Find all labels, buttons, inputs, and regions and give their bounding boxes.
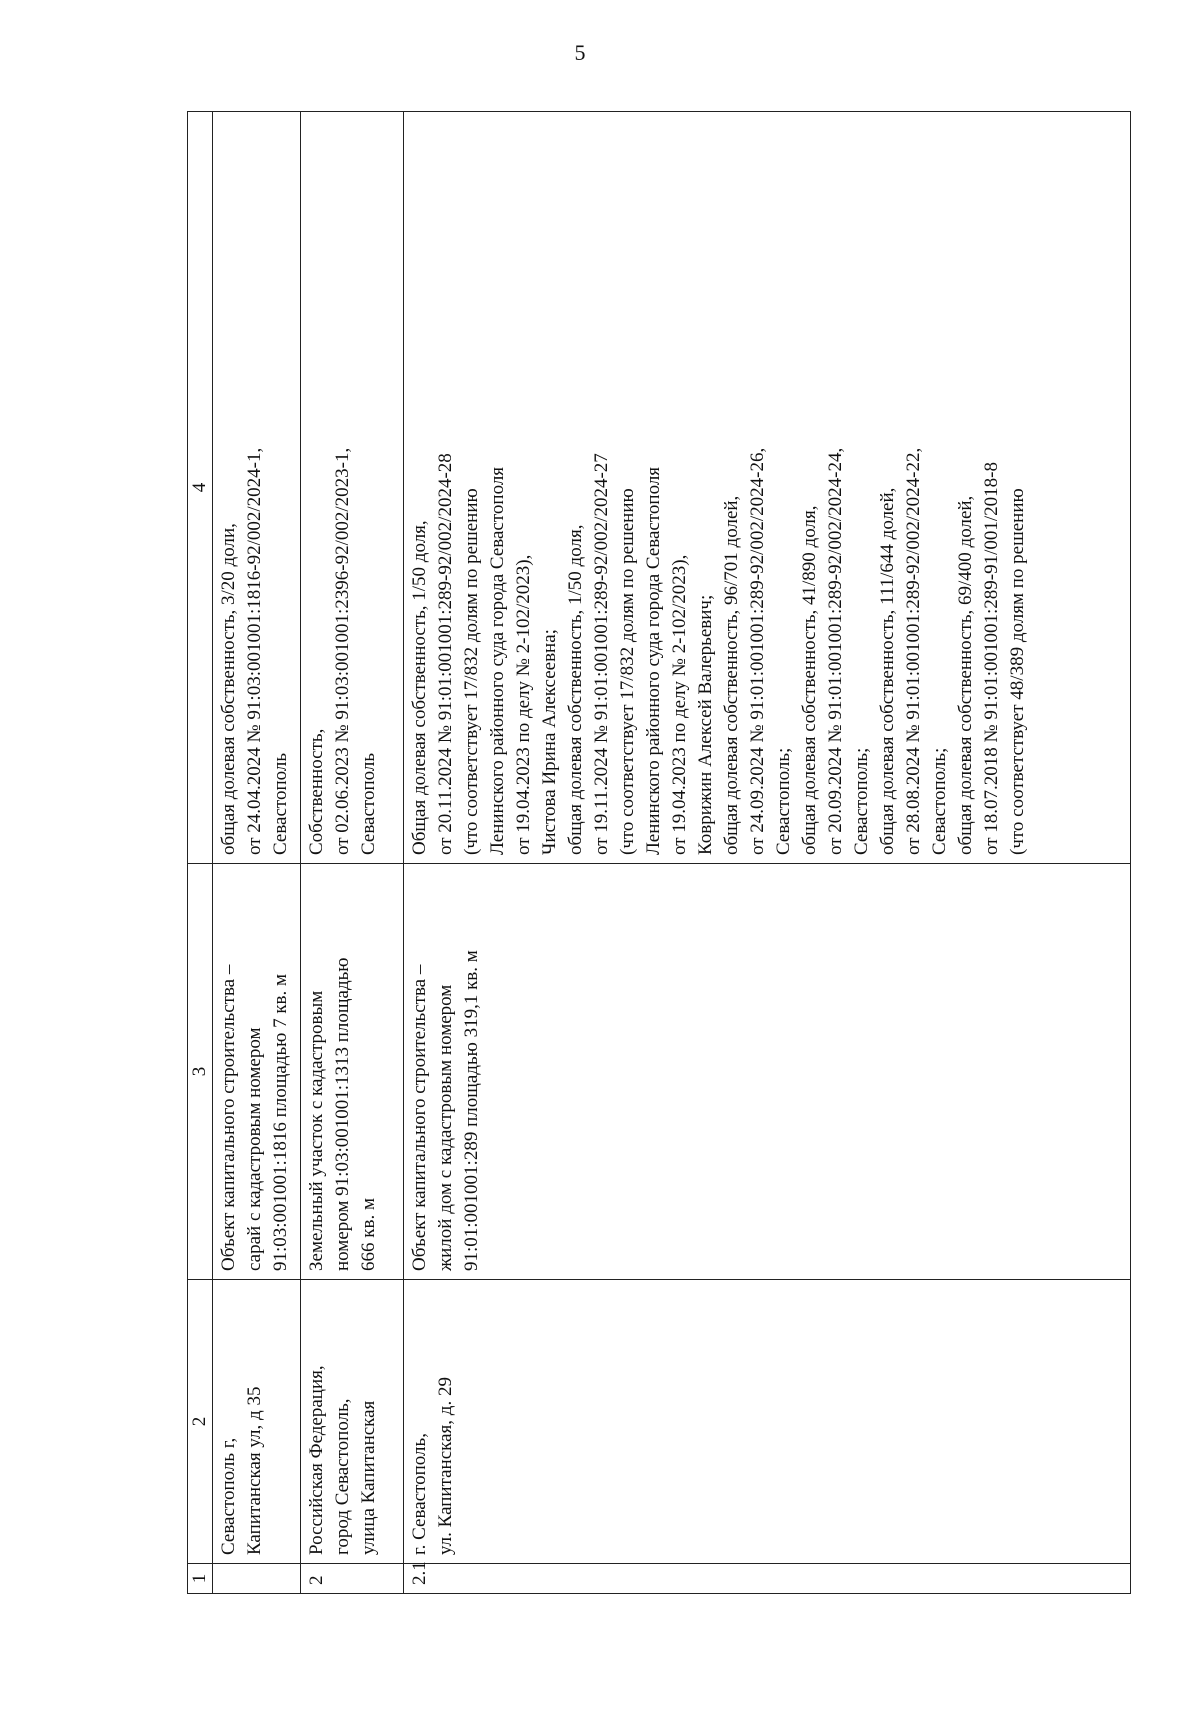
cell-address bbox=[404, 1280, 1131, 1564]
cell-text-line: от 19.04.2023 по делу № 2-102/2023), bbox=[513, 554, 534, 855]
cell-text-line: Севастополь; bbox=[851, 747, 872, 855]
cell-text-line: Севастополь; bbox=[773, 747, 794, 855]
header-row bbox=[188, 112, 213, 1594]
cell-object bbox=[213, 864, 301, 1280]
cell-text-line: Капитанская ул, д 35 bbox=[244, 1386, 265, 1555]
cell-number: 2 bbox=[301, 1564, 404, 1594]
cell-text-line: Чистова Ирина Алексеевна; bbox=[539, 629, 560, 855]
cell-object bbox=[301, 864, 404, 1280]
cell-address bbox=[301, 1280, 404, 1564]
cell-text-line: от 28.08.2024 № 91:01:001001:289-92/002/2024-22, bbox=[903, 447, 924, 855]
cell-text-line: от 19.11.2024 № 91:01:001001:289-92/002/2024-27 bbox=[591, 453, 612, 855]
cell-text-line: Ленинского районного суда города Севастополя bbox=[643, 466, 664, 855]
cell-text-line: 91:03:001001:1816 площадью 7 кв. м bbox=[270, 973, 291, 1271]
header-col-2: 2 bbox=[188, 1280, 213, 1564]
cell-text-line: от 24.04.2024 № 91:03:001001:1816-92/002/2024-1, bbox=[244, 447, 265, 855]
cell-text-line: Севастополь; bbox=[929, 747, 950, 855]
cell-rights bbox=[213, 112, 301, 864]
cell-text-line: Коврижин Алексей Валерьевич; bbox=[695, 594, 716, 855]
cell-text-line: Севастополь bbox=[270, 752, 291, 855]
cell-number bbox=[213, 1564, 301, 1594]
cell-text-line: (что соответствует 17/832 долям по решению bbox=[617, 488, 638, 855]
cell-text-line: от 20.09.2024 № 91:01:001001:289-92/002/2024-24, bbox=[825, 447, 846, 855]
cell-rights bbox=[301, 112, 404, 864]
cell-text-line: общая долевая собственность, 41/890 доля, bbox=[799, 505, 820, 855]
header-col-3: 3 bbox=[188, 864, 213, 1280]
cell-text-line: ул. Капитанская, д. 29 bbox=[435, 1377, 456, 1555]
cell-object bbox=[404, 864, 1131, 1280]
cell-text-line: Севастополь г, bbox=[218, 1437, 239, 1555]
table-row bbox=[404, 112, 1131, 1594]
cell-text-line: Общая долевая собственность, 1/50 доля, bbox=[409, 520, 430, 855]
cell-text-line: сарай с кадастровым номером bbox=[244, 1027, 265, 1271]
cell-text-line: от 20.11.2024 № 91:01:001001:289-92/002/2024-28 bbox=[435, 453, 456, 855]
cell-text-line: г. Севастополь, bbox=[409, 1433, 430, 1555]
cell-text-line: от 02.06.2023 № 91:03:001001:2396-92/002/2023-1, bbox=[332, 447, 353, 855]
cell-text-line: Земельный участок с кадастровым bbox=[306, 990, 327, 1271]
cell-text-line: город Севастополь, bbox=[332, 1398, 353, 1555]
cell-text-line: Собственность, bbox=[306, 728, 327, 855]
cell-number: 2.1 bbox=[404, 1564, 1131, 1594]
cell-text-line: 666 кв. м bbox=[358, 1198, 379, 1271]
cell-text-line: жилой дом с кадастровым номером bbox=[435, 984, 456, 1271]
cell-text-line: от 24.09.2024 № 91:01:001001:289-92/002/2024-26, bbox=[747, 447, 768, 855]
cell-text-line: общая долевая собственность, 69/400 долей, bbox=[955, 495, 976, 855]
cell-text-line: (что соответствует 48/389 долям по решению bbox=[1007, 488, 1028, 855]
cell-text-line: от 19.04.2023 по делу № 2-102/2023), bbox=[669, 554, 690, 855]
page-number: 5 bbox=[574, 40, 586, 65]
cell-text-line: Российская Федерация, bbox=[306, 1365, 327, 1555]
table-row bbox=[301, 112, 404, 1594]
cell-address bbox=[213, 1280, 301, 1564]
cell-text-line: Севастополь bbox=[358, 752, 379, 855]
property-table bbox=[187, 111, 1131, 1594]
cell-text-line: 91:01:001001:289 площадью 319,1 кв. м bbox=[461, 950, 482, 1271]
table-row bbox=[213, 112, 301, 1594]
cell-text-line: от 18.07.2018 № 91:01:001001:289-91/001/2018-8 bbox=[981, 462, 1002, 855]
cell-text-line: Объект капитального строительства – bbox=[409, 964, 430, 1271]
cell-text-line: (что соответствует 17/832 долям по решению bbox=[461, 488, 482, 855]
header-col-1: 1 bbox=[188, 1564, 213, 1594]
header-col-4: 4 bbox=[188, 112, 213, 864]
rotated-table-wrapper bbox=[187, 112, 1131, 1594]
cell-text-line: Объект капитального строительства – bbox=[218, 964, 239, 1271]
cell-text-line: общая долевая собственность, 111/644 долей, bbox=[877, 487, 898, 855]
cell-text-line: общая долевая собственность, 96/701 долей, bbox=[721, 495, 742, 855]
cell-text-line: общая долевая собственность, 3/20 доли, bbox=[218, 523, 239, 855]
cell-rights bbox=[404, 112, 1131, 864]
cell-text-line: общая долевая собственность, 1/50 доля, bbox=[565, 524, 586, 855]
cell-text-line: номером 91:03:001001:1313 площадью bbox=[332, 957, 353, 1271]
cell-text-line: Ленинского районного суда города Севастополя bbox=[487, 466, 508, 855]
cell-text-line: улица Капитанская bbox=[358, 1400, 379, 1555]
